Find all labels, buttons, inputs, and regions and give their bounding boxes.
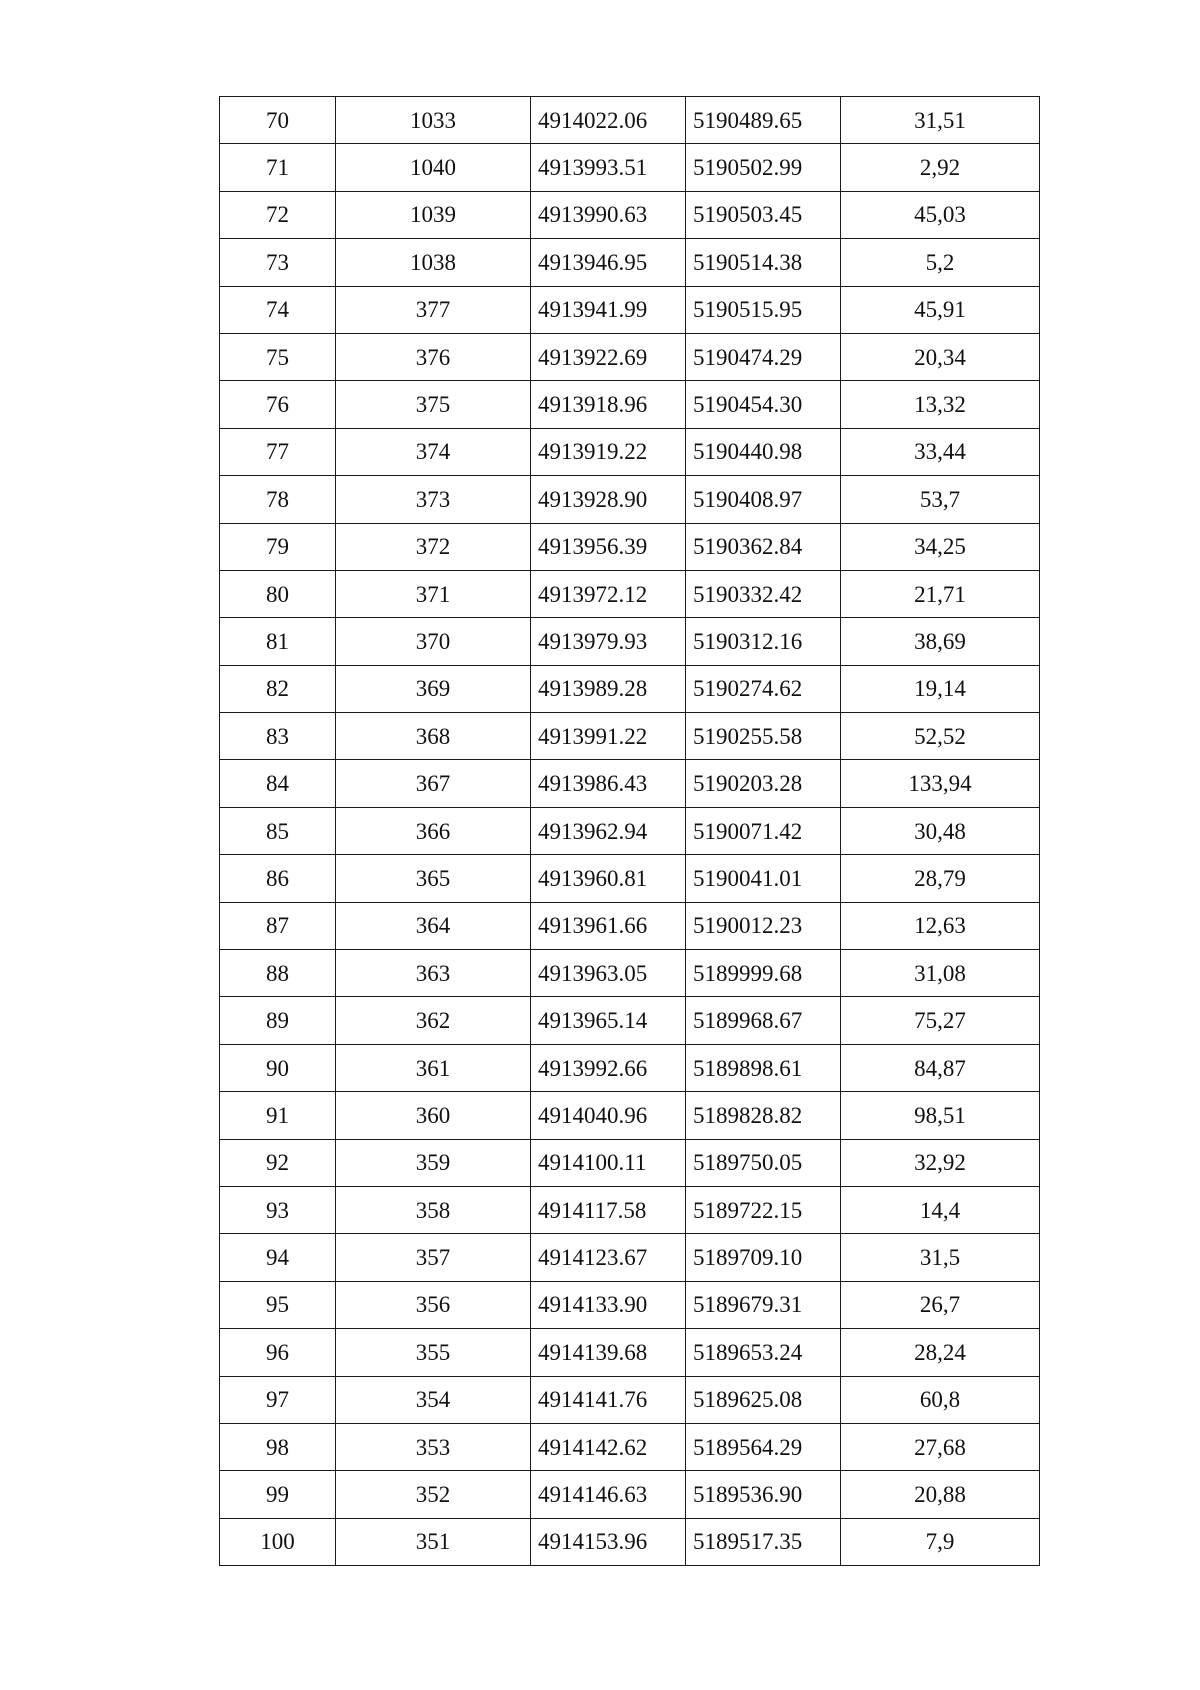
x-coordinate-cell: 4913922.69 (531, 333, 686, 380)
point-id-cell: 368 (336, 713, 531, 760)
point-id-cell: 358 (336, 1186, 531, 1233)
row-number-cell: 81 (220, 618, 336, 665)
point-id-cell: 370 (336, 618, 531, 665)
point-id-cell: 362 (336, 997, 531, 1044)
point-id-cell: 1040 (336, 144, 531, 191)
table-row (220, 665, 1040, 712)
point-id-cell: 1033 (336, 97, 531, 144)
y-coordinate-cell: 5190408.97 (686, 476, 841, 523)
row-number-cell: 79 (220, 523, 336, 570)
distance-cell: 20,88 (841, 1471, 1040, 1518)
distance-cell: 28,79 (841, 855, 1040, 902)
table-row (220, 1044, 1040, 1091)
distance-cell: 98,51 (841, 1092, 1040, 1139)
table-row (220, 618, 1040, 665)
y-coordinate-cell: 5189828.82 (686, 1092, 841, 1139)
table-row (220, 1518, 1040, 1565)
y-coordinate-cell: 5190012.23 (686, 902, 841, 949)
y-coordinate-cell: 5189536.90 (686, 1471, 841, 1518)
y-coordinate-cell: 5190474.29 (686, 333, 841, 380)
x-coordinate-cell: 4914117.58 (531, 1186, 686, 1233)
y-coordinate-cell: 5189750.05 (686, 1139, 841, 1186)
table-row (220, 97, 1040, 144)
row-number-cell: 99 (220, 1471, 336, 1518)
y-coordinate-cell: 5190071.42 (686, 807, 841, 854)
row-number-cell: 95 (220, 1281, 336, 1328)
row-number-cell: 97 (220, 1376, 336, 1423)
row-number-cell: 74 (220, 286, 336, 333)
table-row (220, 950, 1040, 997)
x-coordinate-cell: 4913989.28 (531, 665, 686, 712)
table-row (220, 1376, 1040, 1423)
x-coordinate-cell: 4913928.90 (531, 476, 686, 523)
table-row (220, 381, 1040, 428)
row-number-cell: 86 (220, 855, 336, 902)
table-row (220, 1471, 1040, 1518)
row-number-cell: 71 (220, 144, 336, 191)
x-coordinate-cell: 4913993.51 (531, 144, 686, 191)
x-coordinate-cell: 4913965.14 (531, 997, 686, 1044)
point-id-cell: 366 (336, 807, 531, 854)
row-number-cell: 94 (220, 1234, 336, 1281)
y-coordinate-cell: 5190332.42 (686, 570, 841, 617)
row-number-cell: 72 (220, 191, 336, 238)
point-id-cell: 354 (336, 1376, 531, 1423)
y-coordinate-cell: 5190514.38 (686, 239, 841, 286)
point-id-cell: 360 (336, 1092, 531, 1139)
distance-cell: 33,44 (841, 428, 1040, 475)
row-number-cell: 89 (220, 997, 336, 1044)
row-number-cell: 73 (220, 239, 336, 286)
row-number-cell: 77 (220, 428, 336, 475)
distance-cell: 14,4 (841, 1186, 1040, 1233)
x-coordinate-cell: 4913979.93 (531, 618, 686, 665)
distance-cell: 60,8 (841, 1376, 1040, 1423)
x-coordinate-cell: 4913960.81 (531, 855, 686, 902)
distance-cell: 28,24 (841, 1329, 1040, 1376)
y-coordinate-cell: 5189517.35 (686, 1518, 841, 1565)
coordinates-table-body (220, 97, 1040, 1566)
x-coordinate-cell: 4913962.94 (531, 807, 686, 854)
point-id-cell: 356 (336, 1281, 531, 1328)
row-number-cell: 80 (220, 570, 336, 617)
distance-cell: 38,69 (841, 618, 1040, 665)
point-id-cell: 372 (336, 523, 531, 570)
point-id-cell: 363 (336, 950, 531, 997)
distance-cell: 21,71 (841, 570, 1040, 617)
point-id-cell: 374 (336, 428, 531, 475)
distance-cell: 75,27 (841, 997, 1040, 1044)
point-id-cell: 371 (336, 570, 531, 617)
y-coordinate-cell: 5190515.95 (686, 286, 841, 333)
distance-cell: 53,7 (841, 476, 1040, 523)
distance-cell: 52,52 (841, 713, 1040, 760)
x-coordinate-cell: 4914123.67 (531, 1234, 686, 1281)
point-id-cell: 373 (336, 476, 531, 523)
x-coordinate-cell: 4913918.96 (531, 381, 686, 428)
y-coordinate-cell: 5189679.31 (686, 1281, 841, 1328)
distance-cell: 7,9 (841, 1518, 1040, 1565)
y-coordinate-cell: 5189968.67 (686, 997, 841, 1044)
table-row (220, 713, 1040, 760)
point-id-cell: 361 (336, 1044, 531, 1091)
row-number-cell: 96 (220, 1329, 336, 1376)
y-coordinate-cell: 5189722.15 (686, 1186, 841, 1233)
row-number-cell: 90 (220, 1044, 336, 1091)
x-coordinate-cell: 4913990.63 (531, 191, 686, 238)
point-id-cell: 364 (336, 902, 531, 949)
distance-cell: 133,94 (841, 760, 1040, 807)
distance-cell: 12,63 (841, 902, 1040, 949)
x-coordinate-cell: 4913961.66 (531, 902, 686, 949)
point-id-cell: 376 (336, 333, 531, 380)
row-number-cell: 93 (220, 1186, 336, 1233)
table-row (220, 807, 1040, 854)
x-coordinate-cell: 4914100.11 (531, 1139, 686, 1186)
distance-cell: 34,25 (841, 523, 1040, 570)
distance-cell: 26,7 (841, 1281, 1040, 1328)
table-row (220, 523, 1040, 570)
x-coordinate-cell: 4913941.99 (531, 286, 686, 333)
distance-cell: 19,14 (841, 665, 1040, 712)
table-row (220, 1092, 1040, 1139)
row-number-cell: 87 (220, 902, 336, 949)
table-row (220, 144, 1040, 191)
distance-cell: 45,03 (841, 191, 1040, 238)
distance-cell: 20,34 (841, 333, 1040, 380)
y-coordinate-cell: 5190503.45 (686, 191, 841, 238)
table-row (220, 570, 1040, 617)
distance-cell: 2,92 (841, 144, 1040, 191)
x-coordinate-cell: 4914153.96 (531, 1518, 686, 1565)
y-coordinate-cell: 5189898.61 (686, 1044, 841, 1091)
coordinates-table (219, 96, 1040, 1566)
table-row (220, 1281, 1040, 1328)
row-number-cell: 98 (220, 1423, 336, 1470)
table-row (220, 855, 1040, 902)
point-id-cell: 1038 (336, 239, 531, 286)
point-id-cell: 369 (336, 665, 531, 712)
y-coordinate-cell: 5189625.08 (686, 1376, 841, 1423)
point-id-cell: 355 (336, 1329, 531, 1376)
row-number-cell: 78 (220, 476, 336, 523)
distance-cell: 5,2 (841, 239, 1040, 286)
distance-cell: 27,68 (841, 1423, 1040, 1470)
y-coordinate-cell: 5190454.30 (686, 381, 841, 428)
point-id-cell: 351 (336, 1518, 531, 1565)
x-coordinate-cell: 4914141.76 (531, 1376, 686, 1423)
x-coordinate-cell: 4913963.05 (531, 950, 686, 997)
x-coordinate-cell: 4913972.12 (531, 570, 686, 617)
table-row (220, 760, 1040, 807)
row-number-cell: 92 (220, 1139, 336, 1186)
distance-cell: 31,5 (841, 1234, 1040, 1281)
y-coordinate-cell: 5190274.62 (686, 665, 841, 712)
y-coordinate-cell: 5190041.01 (686, 855, 841, 902)
row-number-cell: 100 (220, 1518, 336, 1565)
x-coordinate-cell: 4913986.43 (531, 760, 686, 807)
point-id-cell: 357 (336, 1234, 531, 1281)
row-number-cell: 83 (220, 713, 336, 760)
y-coordinate-cell: 5190203.28 (686, 760, 841, 807)
table-row (220, 1423, 1040, 1470)
row-number-cell: 82 (220, 665, 336, 712)
x-coordinate-cell: 4914139.68 (531, 1329, 686, 1376)
table-row (220, 333, 1040, 380)
point-id-cell: 1039 (336, 191, 531, 238)
x-coordinate-cell: 4914142.62 (531, 1423, 686, 1470)
point-id-cell: 365 (336, 855, 531, 902)
point-id-cell: 377 (336, 286, 531, 333)
table-row (220, 191, 1040, 238)
table-row (220, 476, 1040, 523)
table-row (220, 1139, 1040, 1186)
x-coordinate-cell: 4913919.22 (531, 428, 686, 475)
row-number-cell: 85 (220, 807, 336, 854)
point-id-cell: 352 (336, 1471, 531, 1518)
distance-cell: 45,91 (841, 286, 1040, 333)
x-coordinate-cell: 4913992.66 (531, 1044, 686, 1091)
distance-cell: 13,32 (841, 381, 1040, 428)
y-coordinate-cell: 5190440.98 (686, 428, 841, 475)
distance-cell: 30,48 (841, 807, 1040, 854)
y-coordinate-cell: 5189564.29 (686, 1423, 841, 1470)
x-coordinate-cell: 4913991.22 (531, 713, 686, 760)
table-row (220, 428, 1040, 475)
row-number-cell: 88 (220, 950, 336, 997)
distance-cell: 32,92 (841, 1139, 1040, 1186)
row-number-cell: 70 (220, 97, 336, 144)
row-number-cell: 84 (220, 760, 336, 807)
point-id-cell: 359 (336, 1139, 531, 1186)
row-number-cell: 75 (220, 333, 336, 380)
row-number-cell: 91 (220, 1092, 336, 1139)
point-id-cell: 367 (336, 760, 531, 807)
point-id-cell: 375 (336, 381, 531, 428)
x-coordinate-cell: 4914146.63 (531, 1471, 686, 1518)
distance-cell: 31,51 (841, 97, 1040, 144)
y-coordinate-cell: 5189709.10 (686, 1234, 841, 1281)
x-coordinate-cell: 4913946.95 (531, 239, 686, 286)
table-row (220, 286, 1040, 333)
y-coordinate-cell: 5190255.58 (686, 713, 841, 760)
table-row (220, 902, 1040, 949)
table-row (220, 1186, 1040, 1233)
distance-cell: 31,08 (841, 950, 1040, 997)
y-coordinate-cell: 5189653.24 (686, 1329, 841, 1376)
x-coordinate-cell: 4913956.39 (531, 523, 686, 570)
point-id-cell: 353 (336, 1423, 531, 1470)
y-coordinate-cell: 5190312.16 (686, 618, 841, 665)
y-coordinate-cell: 5190489.65 (686, 97, 841, 144)
table-row (220, 1329, 1040, 1376)
x-coordinate-cell: 4914133.90 (531, 1281, 686, 1328)
distance-cell: 84,87 (841, 1044, 1040, 1091)
y-coordinate-cell: 5190362.84 (686, 523, 841, 570)
table-row (220, 997, 1040, 1044)
table-row (220, 239, 1040, 286)
x-coordinate-cell: 4914022.06 (531, 97, 686, 144)
y-coordinate-cell: 5189999.68 (686, 950, 841, 997)
y-coordinate-cell: 5190502.99 (686, 144, 841, 191)
table-row (220, 1234, 1040, 1281)
x-coordinate-cell: 4914040.96 (531, 1092, 686, 1139)
row-number-cell: 76 (220, 381, 336, 428)
